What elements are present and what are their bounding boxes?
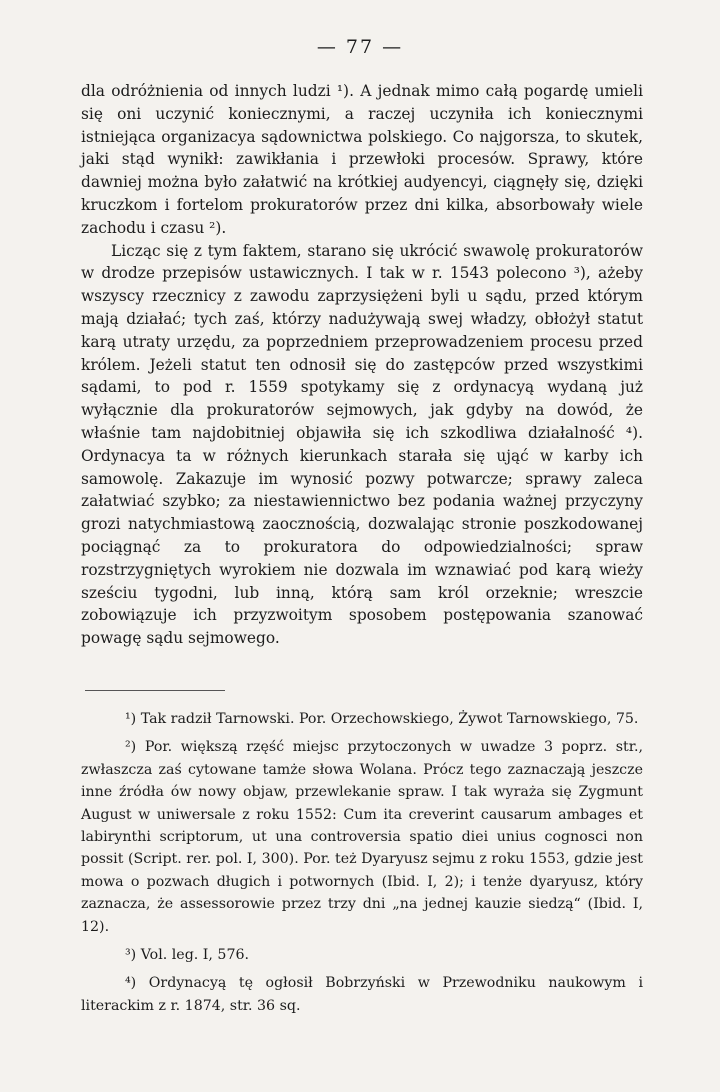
paragraph-1: dla odróżnienia od innych ludzi ¹). A jednak mimo całą pogardę umieli się oni uczynić koniecznymi, a raczej uczyniła ich koniecznymi istniejąca organizacya sądownictwa polskiego. Co najgorsza, to skutek, jaki stąd wynikł: zawikłania i przewłoki procesów. Sprawy, które dawniej można było załatwić na krótkiej audyencyi, ciągnęły się, dzięki kruczkom i fortelom prokuratorów przez dni kilka, absorbowały wiele zachodu i czasu ²). [81, 82, 643, 237]
footnote-separator [85, 690, 225, 691]
footnotes [81, 708, 643, 1019]
main-text [81, 80, 643, 650]
page-number: — 77 — [316, 36, 404, 58]
footnote-1: ¹) Tak radził Tarnowski. Por. Orzechowskiego, Żywot Tarnowskiego, 75. [125, 711, 639, 727]
footnote-2: ²) Por. większą rzęść miejsc przytoczonych w uwadze 3 poprz. str., zwłaszcza zaś cytowane tamże słowa Wolana. Prócz tego zaznaczają jeszcze inne źródła ów nowy objaw, przewlekanie spraw. I tak wyraża się Zygmunt August w uniwersale z roku 1552: Cum ita creverint causarum ambages et labirynthi scriptorum, ut una controversia spatio diei unius cognosci non possit (Script. rer. pol. I, 300). Por. też Dyaryusz sejmu z roku 1553, gdzie jest mowa o pozwach długich i potwornych (Ibid. I, 2); i tenże dyaryusz, który zaznacza, że assessorowie przez trzy dni „na jednej kauzie siedzą“ (Ibid. I, 12). [81, 739, 643, 935]
footnote-4: ⁴) Ordynacyą tę ogłosił Bobrzyński w Przewodniku naukowym i literackim z r. 1874, str. 36 sq. [81, 975, 643, 1014]
paragraph-2: Licząc się z tym faktem, starano się ukrócić swawolę prokuratorów w drodze przepisów ustawicznych. I tak w r. 1543 polecono ³), ażeby wszyscy rzecznicy z zawodu zaprzysiężeni byli u sądu, przed którym mają działać; tych zaś, którzy nadużywają swej władzy, obłożył statut karą utraty urzędu, za poprzedniem przeprowadzeniem procesu przed królem. Jeżeli statut ten odnosił się do zastępców przed wszystkimi sądami, to pod r. 1559 spotykamy się z ordynacyą wydaną już wyłącznie dla prokuratorów sejmowych, jak gdyby na dowód, że właśnie tam najdobitniej objawiła się ich szkodliwa działalność ⁴). Ordynacya ta w różnych kierunkach starała się ująć w karby ich samowolę. Zakazuje im wynosić pozwy potwarcze; sprawy zaleca załatwiać szybko; za niestawiennictwo bez podania ważnej przyczyny grozi natychmiastową zaocznością, dozwalając stronie poszkodowanej pociągnąć za to prokuratora do odpowiedzialności; spraw rozstrzygniętych wyrokiem nie dozwala im wznawiać pod karą wieży sześciu tygodni, lub inną, którą sam król orzeknie; wreszcie zobowiązuje ich przyzwoitym sposobem postępowania szanować powagę sądu sejmowego. [81, 241, 643, 648]
footnote-3: ³) Vol. leg. I, 576. [125, 947, 250, 964]
